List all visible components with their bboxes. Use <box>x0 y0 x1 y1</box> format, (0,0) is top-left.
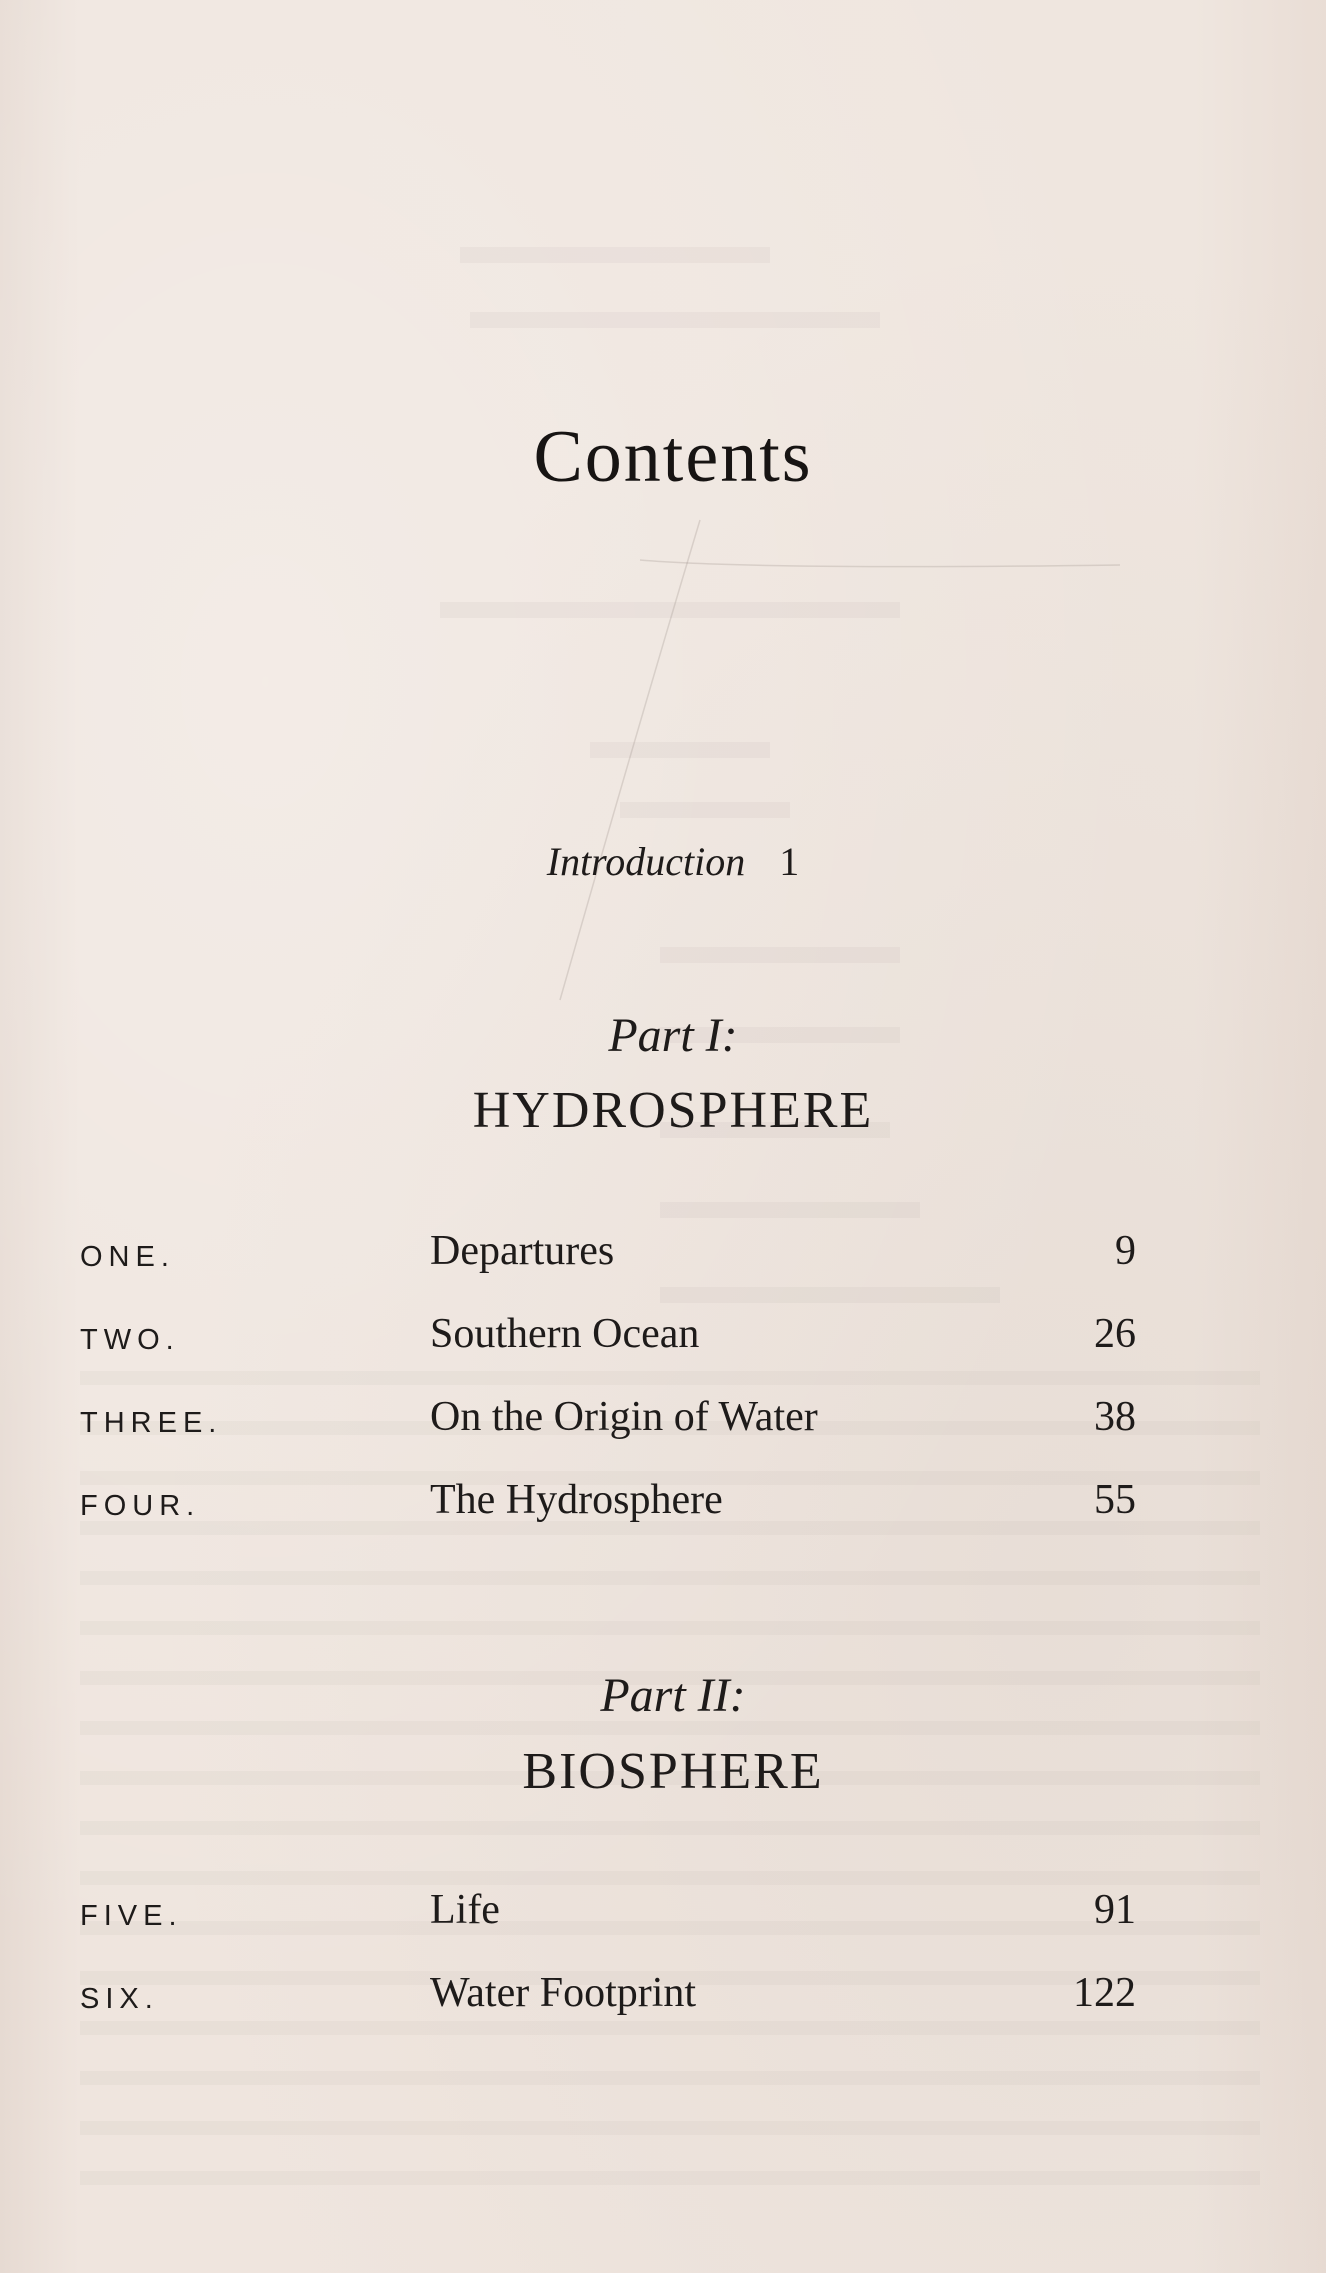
chapter-page-number: 9 <box>1115 1228 1136 1274</box>
introduction-entry <box>0 838 1326 885</box>
chapter-entry <box>0 1227 1326 1287</box>
introduction-label: Introduction <box>546 839 746 884</box>
chapter-number: ONE. <box>80 1241 175 1273</box>
chapter-number: SIX. <box>80 1983 159 2015</box>
part-2-title: BIOSPHERE <box>522 1743 824 1800</box>
chapter-entry <box>0 1969 1326 2029</box>
chapter-entry <box>0 1310 1326 1370</box>
chapter-page-number: 26 <box>1094 1311 1136 1357</box>
chapter-page-number: 55 <box>1094 1477 1136 1523</box>
chapter-title: Departures <box>430 1228 615 1274</box>
page-title: Contents <box>533 416 813 498</box>
chapter-page-number: 38 <box>1094 1394 1136 1440</box>
chapter-title: The Hydrosphere <box>430 1477 723 1523</box>
part-1-label: Part I: <box>608 1009 738 1062</box>
chapter-number: THREE. <box>80 1407 223 1439</box>
part-1-title: HYDROSPHERE <box>472 1082 874 1139</box>
chapter-title: Southern Ocean <box>430 1311 700 1357</box>
chapter-title: On the Origin of Water <box>430 1394 818 1440</box>
chapter-entry <box>0 1393 1326 1453</box>
part-2-label: Part II: <box>600 1669 746 1722</box>
chapter-entry <box>0 1476 1326 1536</box>
introduction-page-number: 1 <box>779 839 800 884</box>
chapter-entry <box>0 1886 1326 1946</box>
chapter-title: Life <box>430 1887 500 1933</box>
chapter-number: FIVE. <box>80 1900 183 1932</box>
chapter-page-number: 122 <box>1073 1970 1136 2016</box>
chapter-title: Water Footprint <box>430 1970 697 2016</box>
chapter-number: FOUR. <box>80 1490 201 1522</box>
chapter-page-number: 91 <box>1094 1887 1136 1933</box>
chapter-number: TWO. <box>80 1324 180 1356</box>
